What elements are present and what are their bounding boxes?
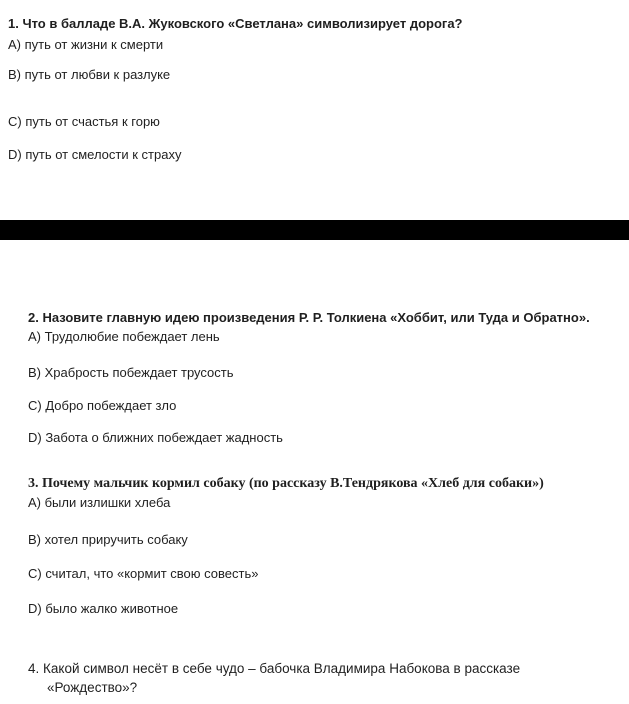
question-1-option-b: B) путь от любви к разлуке (8, 67, 171, 82)
question-1-title: 1. Что в балладе В.А. Жуковского «Светлана» символизирует дорога? (8, 16, 463, 31)
question-4-title: 4. Какой символ несёт в себе чудо – бабочка Владимира Набокова в рассказе «Рождество»? (28, 661, 521, 695)
question-3-option-c: C) считал, что «кормит свою совесть» (28, 566, 259, 581)
page-break-bar (0, 220, 629, 240)
question-1-option-c: C) путь от счастья к горю (8, 114, 160, 129)
question-3-option-d: D) было жалко животное (28, 601, 179, 616)
question-2-option-a: A) Трудолюбие побеждает лень (28, 329, 220, 344)
question-3-option-a: A) были излишки хлеба (28, 495, 171, 510)
question-3-title: 3. Почему мальчик кормил собаку (по рассказу В.Тендрякова «Хлеб для собаки») (28, 476, 544, 491)
question-1-option-a: A) путь от жизни к смерти (8, 37, 164, 52)
question-2-option-c: C) Добро побеждает зло (28, 398, 177, 413)
question-2-title: 2. Назовите главную идею произведения Р. Р. Толкиена «Хоббит, или Туда и Обратно». (28, 310, 590, 325)
question-2-option-d: D) Забота о ближних побеждает жадность (28, 430, 283, 445)
question-1-option-d: D) путь от смелости к страху (8, 147, 182, 162)
question-3-option-b: B) хотел приручить собаку (28, 532, 188, 547)
question-2-option-b: B) Храбрость побеждает трусость (28, 365, 234, 380)
